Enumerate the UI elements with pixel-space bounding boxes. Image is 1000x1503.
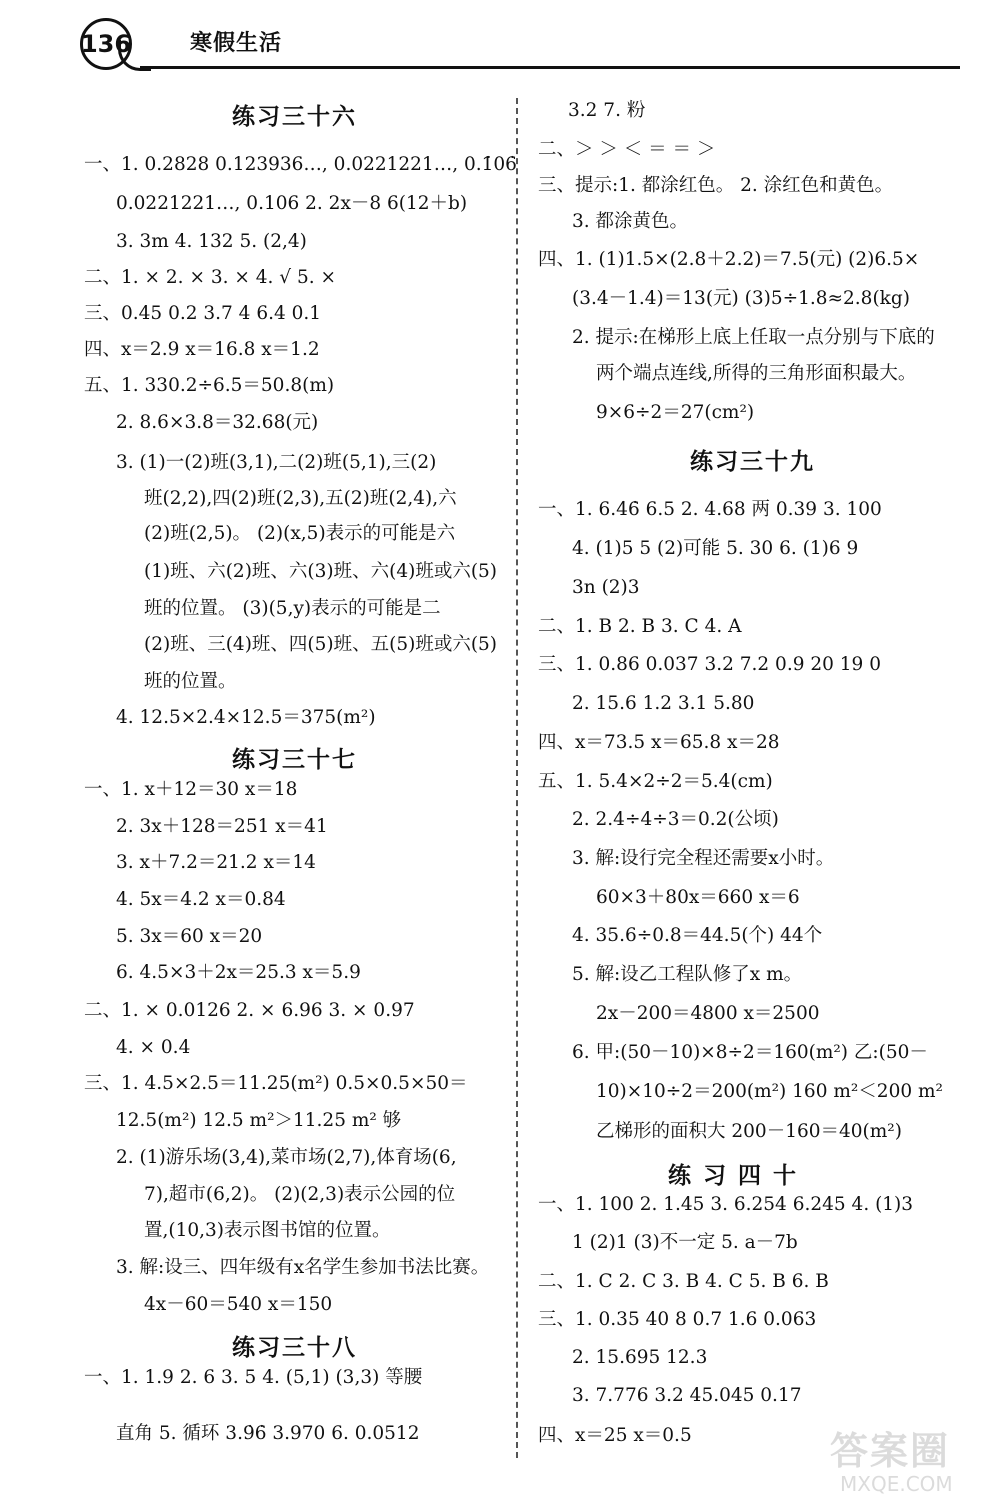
answer-line: 四、x＝2.9 x＝16.8 x＝1.2 [84, 339, 320, 360]
answer-line: 1 (2)1 (3)不一定 5. a－7b [572, 1232, 798, 1253]
answer-line: 班(2,2),四(2)班(2,3),五(2)班(2,4),六 [144, 488, 457, 509]
answer-line: 3. (1)一(2)班(3,1),二(2)班(5,1),三(2) [116, 452, 437, 473]
watermark-text: 答案圈 [830, 1429, 951, 1473]
answer-line: 二、1. C 2. C 3. B 4. C 5. B 6. B [538, 1271, 829, 1292]
answer-line: 二、1. × 0.0126 2. × 6.96 3. × 0.97 [84, 1000, 415, 1021]
answer-line: 12.5(m²) 12.5 m²＞11.25 m² 够 [116, 1110, 402, 1131]
answer-line: 三、1. 4.5×2.5＝11.25(m²) 0.5×0.5×50＝ [84, 1073, 468, 1094]
answer-line: 四、x＝25 x＝0.5 [538, 1425, 692, 1446]
answer-line: 乙梯形的面积大 200－160＝40(m²) [596, 1121, 902, 1142]
answer-line: 2. 提示:在梯形上底上任取一点分别与下底的 [572, 327, 935, 348]
answer-line: 二、＞ ＞ ＜ ＝ ＝ ＞ [538, 139, 716, 160]
answer-line: 4. 35.6÷0.8＝44.5(个) 44个 [572, 925, 823, 946]
answer-line: 2. 15.6 1.2 3.1 5.80 [572, 693, 755, 714]
answer-line: 4x－60＝540 x＝150 [144, 1294, 333, 1315]
answer-line: 4. 12.5×2.4×12.5＝375(m²) [116, 707, 376, 728]
answer-line: 10)×10÷2＝200(m²) 160 m²＜200 m² [596, 1081, 943, 1102]
answer-line: 五、1. 5.4×2÷2＝5.4(cm) [538, 771, 773, 792]
section-title: 练习三十八 [232, 1335, 357, 1361]
answer-line: 3. 解:设三、四年级有x名学生参加书法比赛。 [116, 1257, 490, 1278]
answer-line: 9×6÷2＝27(cm²) [596, 402, 755, 423]
answer-line: 二、1. × 2. × 3. × 4. √ 5. × [84, 267, 336, 288]
answer-line: 2. 8.6×3.8＝32.68(元) [116, 412, 319, 433]
column-divider [516, 98, 518, 1458]
answer-line: (1)班、六(2)班、六(3)班、六(4)班或六(5) [144, 561, 498, 582]
answer-line: 3. x＋7.2＝21.2 x＝14 [116, 852, 316, 873]
answer-line: 2x－200＝4800 x＝2500 [596, 1003, 820, 1024]
answer-line: 一、1. 6.4̇6̇ 6.5 2. 4.68 两 0.39 3. 100 [538, 499, 882, 520]
answer-line: 四、1. (1)1.5×(2.8＋2.2)＝7.5(元) (2)6.5× [538, 249, 920, 270]
watermark-url: MXQE.COM [840, 1472, 953, 1496]
section-title: 练 习 四 十 [668, 1163, 799, 1189]
answer-line: 3.2 7. 粉 [568, 100, 646, 121]
answer-line: 三、1. 0.35 40 8 0.7 1.6 0.063 [538, 1309, 817, 1330]
answer-line: 5. 解:设乙工程队修了x m。 [572, 964, 803, 985]
answer-line: 3n (2)3 [572, 577, 640, 598]
answer-line: 三、0.45 0.2 3.7 4 6.4 0.1 [84, 303, 322, 324]
answer-line: (2)班、三(4)班、四(5)班、五(5)班或六(5) [144, 634, 498, 655]
answer-line: 班的位置。 (3)(5,y)表示的可能是二 [144, 598, 441, 619]
watermark-logo [830, 1420, 990, 1498]
section-title: 练习三十六 [232, 104, 357, 130]
header-rule [140, 66, 960, 69]
page-number: 136 [80, 18, 132, 70]
answer-line: 班的位置。 [144, 671, 237, 692]
answer-line: 2. 3x＋128＝251 x＝41 [116, 816, 328, 837]
answer-line: 0.0221221…, 0.106 2. 2x－8 6(12＋b) [116, 193, 468, 214]
answer-line: 二、1. B 2. B 3. C 4. A [538, 616, 742, 637]
answer-line: 一、1. 1.9 2. 6 3. 5 4. (5,1) (3,3) 等腰 [84, 1367, 423, 1388]
answer-line: 3. 3m 4. 132 5. (2,4) [116, 231, 307, 252]
answer-line: 4. × 0.4 [116, 1037, 191, 1058]
answer-line: 4. (1)5 5 (2)可能 5. 30 6. (1)6 9 [572, 538, 859, 559]
answer-line: 四、x＝73.5 x＝65.8 x＝28 [538, 732, 780, 753]
answer-line: 60×3＋80x＝660 x＝6 [596, 887, 800, 908]
answer-line: 6. 甲:(50－10)×8÷2＝160(m²) 乙:(50－ [572, 1042, 928, 1063]
section-title: 练习三十九 [690, 449, 815, 475]
section-title: 练习三十七 [232, 747, 357, 773]
answer-line: 三、1. 0.86 0.037 3.2 7.2 0.9 20 19 0 [538, 654, 881, 675]
answer-line: 6. 4.5×3＋2x＝25.3 x＝5.9 [116, 962, 361, 983]
answer-line: 4. 5x＝4.2 x＝0.84 [116, 889, 286, 910]
answer-line: 三、提示:1. 都涂红色。 2. 涂红色和黄色。 [538, 175, 894, 196]
answer-line: 5. 3x＝60 x＝20 [116, 926, 263, 947]
answer-line: (2)班(2,5)。 (2)(x,5)表示的可能是六 [144, 523, 456, 544]
answer-line: 3. 解:设行完全程还需要x小时。 [572, 848, 835, 869]
answer-line: 置,(10,3)表示图书馆的位置。 [144, 1220, 391, 1241]
page-header [0, 0, 1000, 90]
header-title: 寒假生活 [190, 31, 283, 56]
answer-line: 2. 15.695 12.3 [572, 1347, 708, 1368]
answer-line: 一、1. x＋12＝30 x＝18 [84, 779, 298, 800]
answer-line: 五、1. 330.2÷6.5＝50.8(m) [84, 375, 335, 396]
answer-line: 一、1. 0.2828 0.123936…, 0.0221221…, 0.1̇06̇ [84, 154, 517, 175]
answer-line: 2. 2.4÷4÷3＝0.2(公顷) [572, 809, 779, 830]
answer-line: 3. 7.776 3.2 45.045 0.17 [572, 1385, 802, 1406]
answer-line: 2. (1)游乐场(3,4),菜市场(2,7),体育场(6, [116, 1147, 457, 1168]
answer-line: (3.4－1.4)＝13(元) (3)5÷1.8≈2.8(kg) [572, 288, 910, 309]
answer-line: 两个端点连线,所得的三角形面积最大。 [596, 363, 917, 384]
answer-line: 直角 5. 循环 3.9̇6̇ 3.970 6. 0.0512 [116, 1423, 420, 1444]
answer-line: 一、1. 100 2. 1.45 3. 6.254 6.245 4. (1)3 [538, 1194, 914, 1215]
answer-line: 7),超市(6,2)。 (2)(2,3)表示公园的位 [144, 1184, 456, 1205]
answer-line: 3. 都涂黄色。 [572, 211, 689, 232]
